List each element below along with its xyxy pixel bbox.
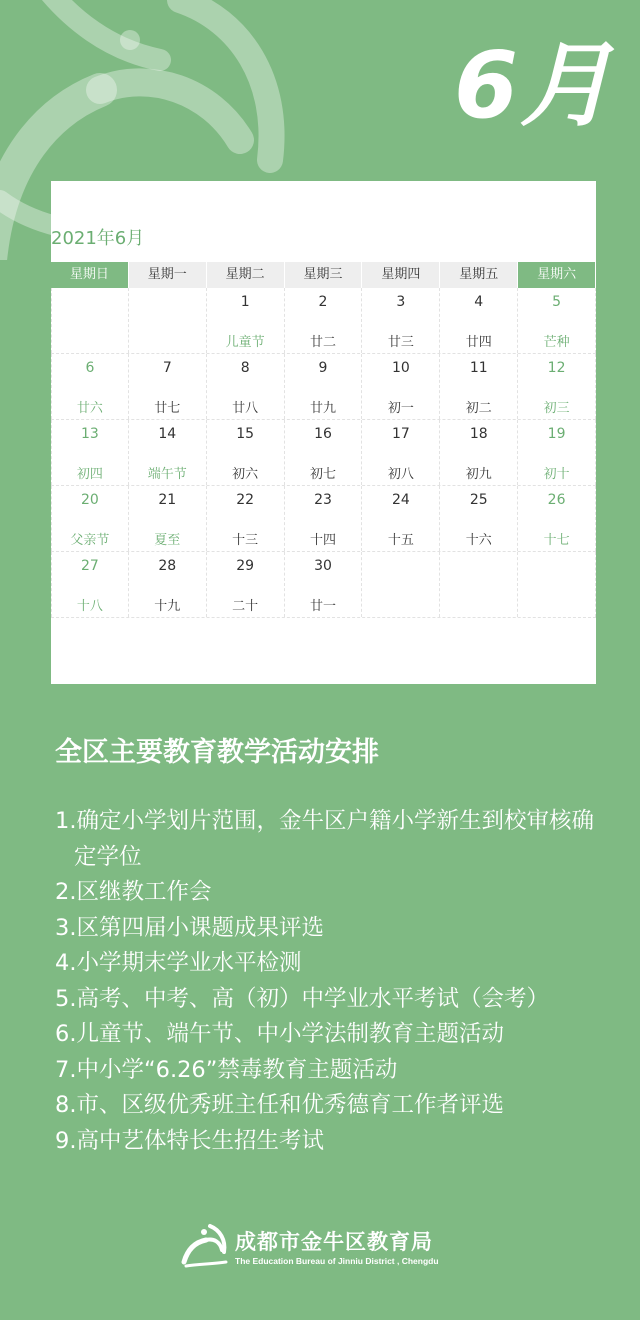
calendar-day-cell	[440, 288, 518, 353]
calendar-day-cell	[362, 420, 440, 485]
day-number: 2	[318, 294, 328, 310]
calendar-day-cell	[518, 486, 596, 551]
calendar-day-cell	[440, 486, 518, 551]
activity-item: 6.儿童节、端午节、中小学法制教育主题活动	[55, 1021, 504, 1047]
activity-item: 1.确定小学划片范围，金牛区户籍小学新生到校审核确定学位	[55, 808, 594, 870]
lunar-label: 初三	[543, 401, 570, 416]
lunar-label: 十三	[232, 533, 259, 548]
lunar-label: 儿童节	[225, 335, 265, 350]
lunar-label: 廿三	[387, 335, 414, 350]
calendar-grid	[51, 262, 596, 618]
weekday-thu: 星期四	[362, 262, 440, 288]
day-number: 12	[547, 360, 566, 376]
day-number: 20	[81, 492, 99, 508]
day-number: 7	[162, 360, 172, 376]
calendar-day-cell	[285, 420, 363, 485]
calendar-day-cell	[51, 486, 129, 551]
calendar-day-cell	[362, 288, 440, 353]
lunar-label: 十六	[465, 533, 492, 548]
day-number: 11	[469, 360, 488, 376]
lunar-label: 父亲节	[70, 533, 110, 548]
lunar-label: 十七	[543, 533, 570, 548]
calendar-day-cell	[51, 420, 129, 485]
activity-item: 3.区第四届小课题成果评选	[55, 914, 324, 941]
calendar-day-cell	[362, 486, 440, 551]
calendar-day-cell	[51, 288, 129, 353]
activity-item: 9.高中艺体特长生招生考试	[55, 1127, 324, 1154]
calendar-day-cell	[362, 552, 440, 617]
day-number: 26	[547, 492, 566, 508]
calendar-day-cell	[362, 354, 440, 419]
calendar-day-cell	[518, 354, 596, 419]
calendar-body	[51, 288, 596, 618]
calendar-day-cell	[285, 354, 363, 419]
calendar-day-cell	[129, 486, 207, 551]
calendar-day-cell	[285, 486, 363, 551]
calendar-day-cell	[207, 486, 285, 551]
calendar-week-row	[51, 288, 596, 354]
lunar-label: 二十	[232, 599, 259, 614]
calendar-week-row	[51, 552, 596, 618]
lunar-label: 芒种	[543, 335, 570, 350]
lunar-label: 廿一	[310, 599, 337, 614]
day-number: 16	[314, 426, 332, 442]
calendar-day-cell	[518, 420, 596, 485]
day-number: 5	[552, 294, 562, 310]
day-number: 15	[236, 426, 255, 442]
lunar-label: 廿九	[310, 401, 337, 416]
activities-list	[55, 804, 615, 1159]
calendar-day-cell	[440, 354, 518, 419]
lunar-label: 端午节	[147, 467, 187, 482]
lunar-label: 初九	[465, 467, 492, 482]
bull-logo-icon	[180, 1222, 230, 1268]
activity-item: 4.小学期末学业水平检测	[55, 950, 302, 976]
day-number: 13	[81, 426, 99, 442]
org-name-cn: 成都市金牛区教育局	[235, 1230, 433, 1254]
day-number: 30	[314, 558, 332, 574]
lunar-label: 夏至	[154, 533, 181, 548]
lunar-label: 初二	[465, 401, 492, 416]
day-number: 1	[240, 294, 250, 310]
lunar-label: 廿八	[232, 401, 259, 416]
activity-item: 8.市、区级优秀班主任和优秀德育工作者评选	[55, 1092, 504, 1118]
calendar-day-cell	[207, 420, 285, 485]
calendar-day-cell	[129, 420, 207, 485]
lunar-label: 初七	[310, 467, 337, 482]
calendar-week-row	[51, 420, 596, 486]
org-name-en: The Education Bureau of Jinniu District , Chengdu	[235, 1256, 439, 1266]
calendar-day-cell	[518, 552, 596, 617]
day-number: 6	[85, 360, 95, 376]
weekday-header-row	[51, 262, 596, 288]
lunar-label: 十五	[387, 533, 414, 548]
day-number: 21	[158, 492, 177, 508]
activities-title: 全区主要教育教学活动安排	[55, 737, 379, 768]
calendar-day-cell	[440, 552, 518, 617]
day-number: 17	[391, 426, 410, 442]
activity-item: 5.高考、中考、高（初）中学业水平考试（会考）	[55, 985, 549, 1012]
activity-item: 7.中小学“6.26”禁毒教育主题活动	[55, 1056, 398, 1083]
lunar-label: 初八	[387, 467, 414, 482]
lunar-label: 廿二	[310, 335, 337, 350]
calendar-day-cell	[51, 552, 129, 617]
day-number: 9	[318, 360, 328, 376]
calendar-day-cell	[129, 552, 207, 617]
day-number: 24	[391, 492, 410, 508]
day-number: 10	[391, 360, 410, 376]
lunar-label: 初四	[76, 467, 103, 482]
weekday-mon: 星期一	[129, 262, 207, 288]
weekday-tue: 星期二	[207, 262, 285, 288]
weekday-wed: 星期三	[285, 262, 363, 288]
footer	[180, 1222, 480, 1272]
weekday-sun: 星期日	[51, 262, 129, 288]
calendar-day-cell	[518, 288, 596, 353]
weekday-sat: 星期六	[518, 262, 596, 288]
lunar-label: 廿六	[76, 401, 103, 416]
month-title: 6月	[453, 32, 614, 139]
calendar-day-cell	[207, 288, 285, 353]
calendar-day-cell	[207, 552, 285, 617]
day-number: 28	[158, 558, 177, 574]
lunar-label: 十九	[154, 599, 181, 614]
calendar-card	[51, 181, 596, 684]
weekday-fri: 星期五	[440, 262, 518, 288]
day-number: 23	[314, 492, 332, 508]
day-number: 29	[236, 558, 255, 574]
lunar-label: 廿七	[154, 401, 181, 416]
calendar-day-cell	[285, 288, 363, 353]
lunar-label: 初六	[232, 467, 259, 482]
day-number: 22	[236, 492, 255, 508]
day-number: 4	[474, 294, 484, 310]
day-number: 3	[396, 294, 406, 310]
lunar-label: 十八	[76, 599, 103, 614]
lunar-label: 十四	[310, 533, 337, 548]
lunar-label: 初十	[543, 467, 570, 482]
day-number: 14	[158, 426, 177, 442]
calendar-day-cell	[285, 552, 363, 617]
calendar-day-cell	[440, 420, 518, 485]
calendar-day-cell	[51, 354, 129, 419]
day-number: 25	[469, 492, 488, 508]
calendar-day-cell	[207, 354, 285, 419]
calendar-week-row	[51, 354, 596, 420]
day-number: 8	[240, 360, 250, 376]
day-number: 27	[81, 558, 99, 574]
day-number: 19	[547, 426, 566, 442]
lunar-label: 廿四	[465, 335, 492, 350]
calendar-day-cell	[129, 354, 207, 419]
calendar-week-row	[51, 486, 596, 552]
calendar-caption: 2021年6月	[51, 228, 145, 249]
calendar-day-cell	[129, 288, 207, 353]
lunar-label: 初一	[387, 401, 414, 416]
activity-item: 2.区继教工作会	[55, 879, 212, 905]
day-number: 18	[469, 426, 488, 442]
